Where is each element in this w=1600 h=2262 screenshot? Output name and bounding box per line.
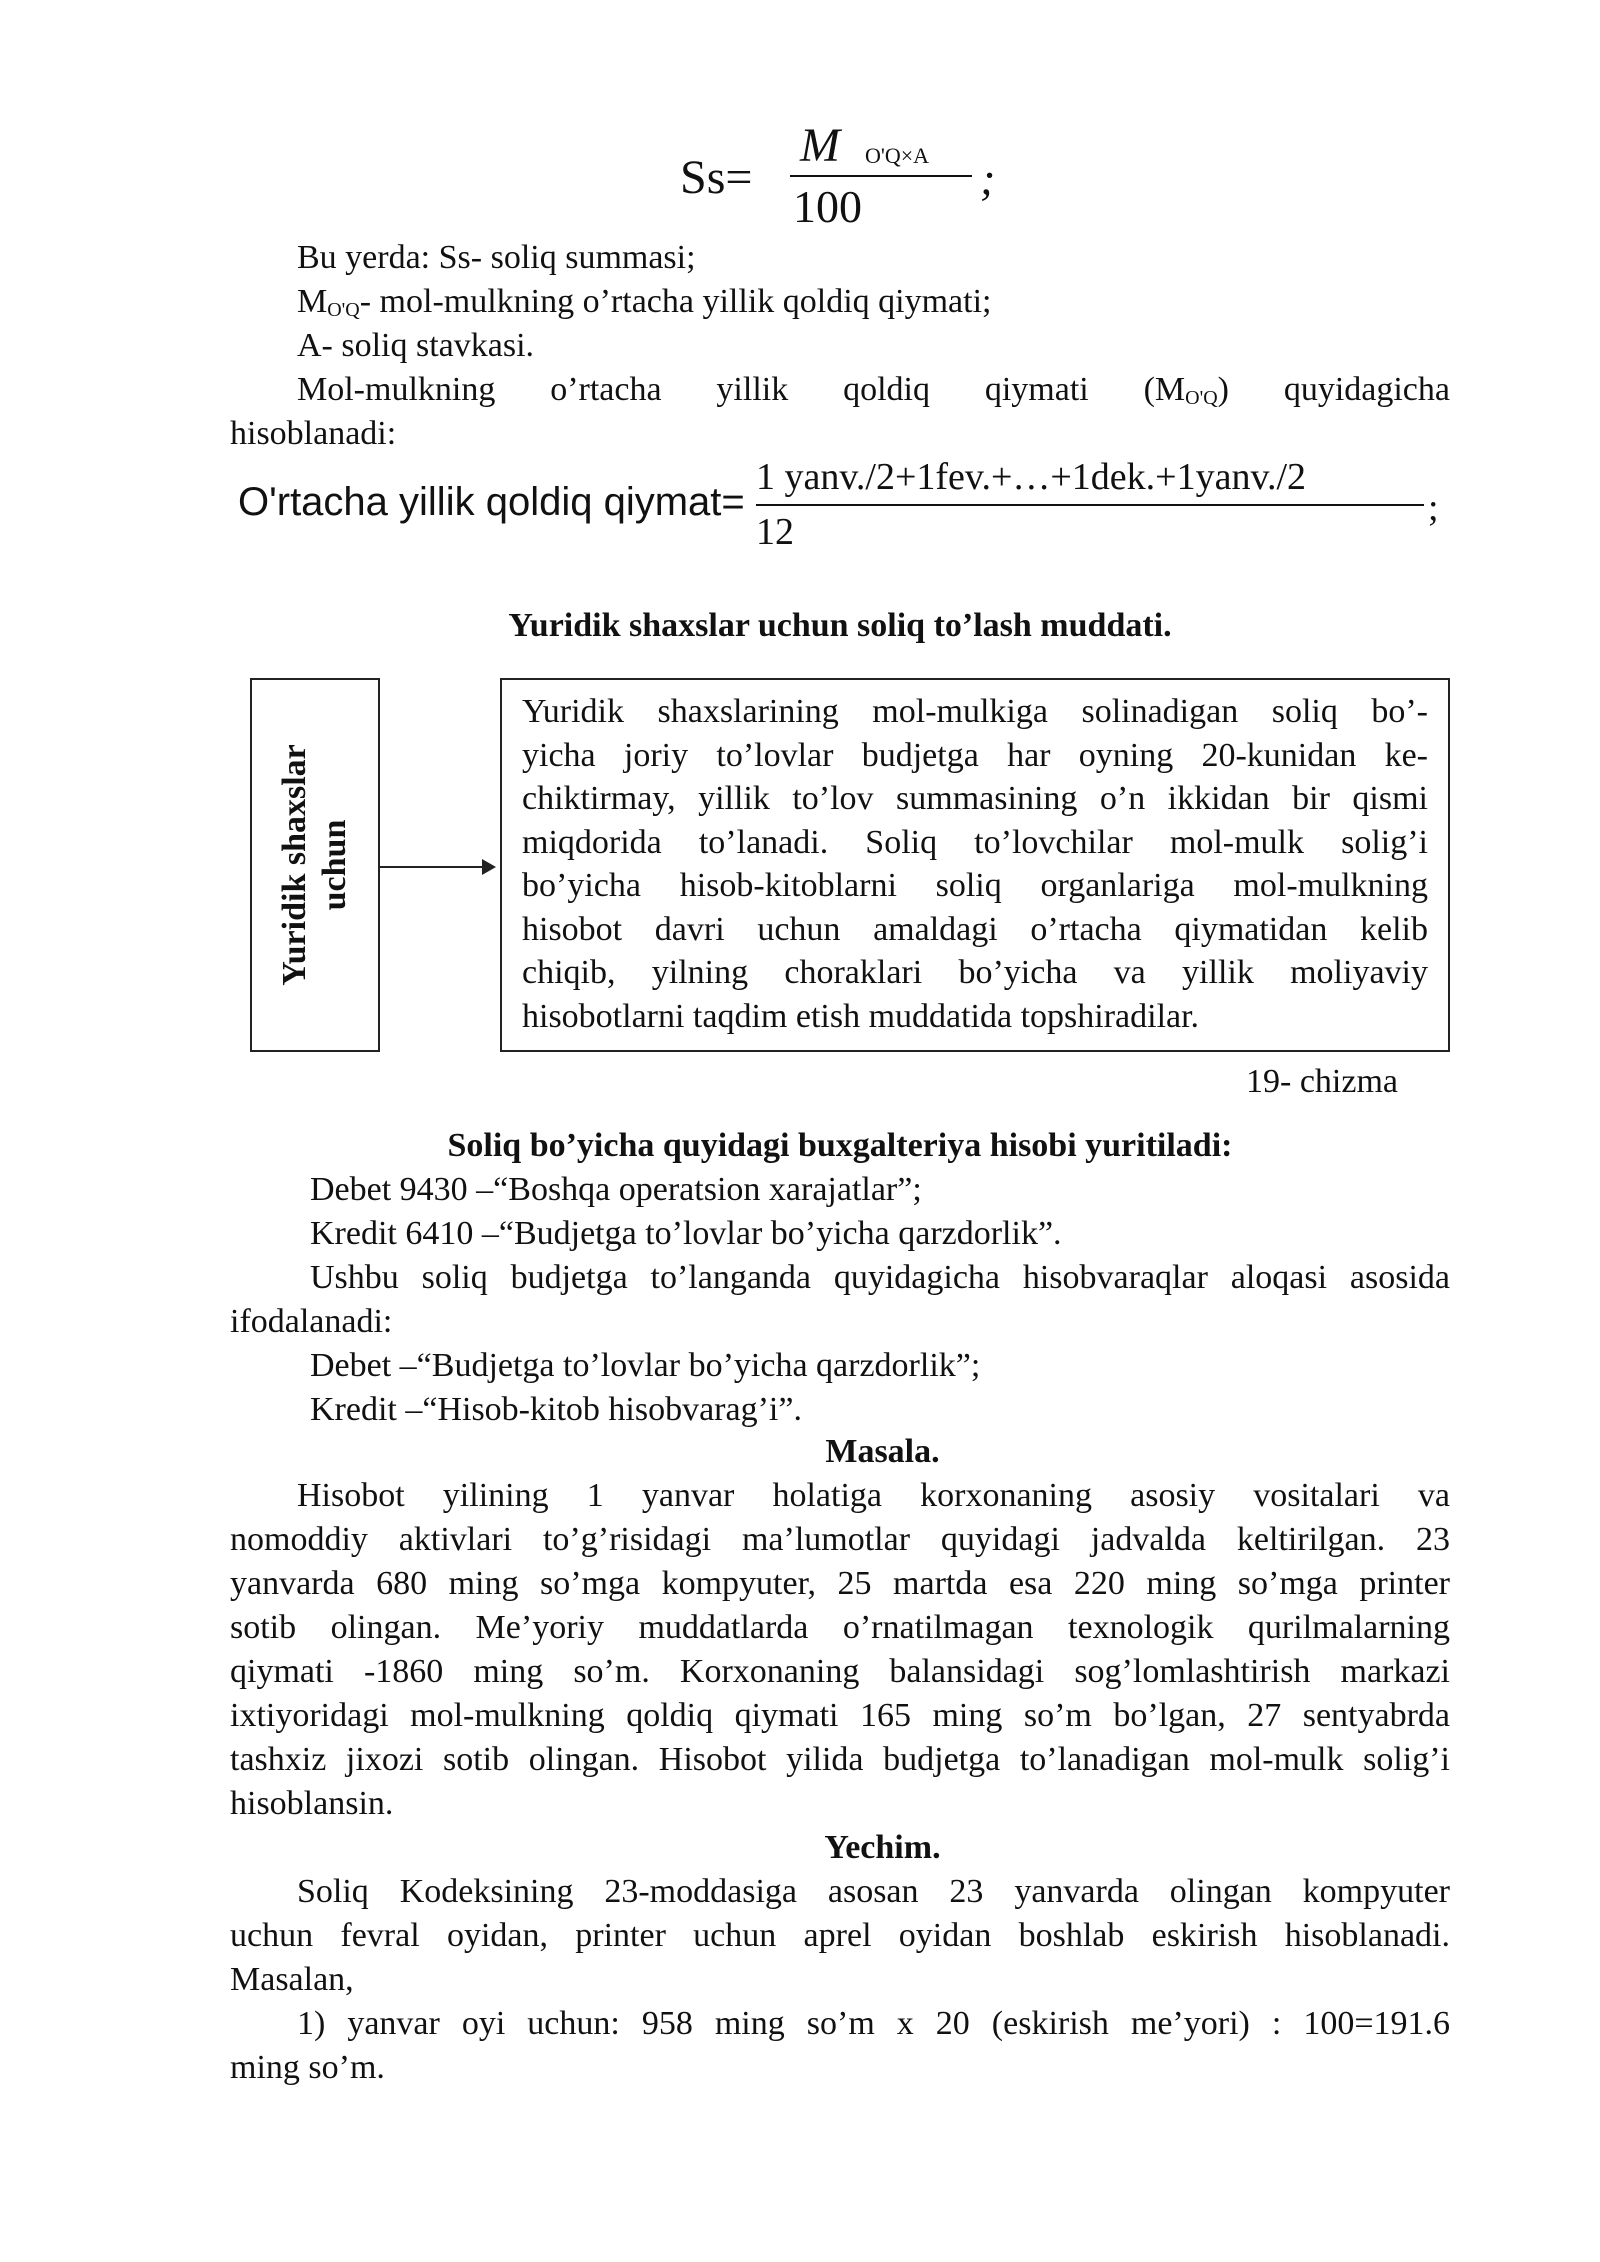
problem-line: hisoblansin. (230, 1785, 394, 1822)
formula-2-end: ; (1428, 487, 1439, 529)
intro-text-post: ) quyidagicha (1217, 371, 1450, 408)
definition-ss: Bu yerda: Ss- soliq summasi; (297, 239, 696, 276)
diagram-side-label-line-2: uchun (316, 819, 353, 911)
m-subscript: O'Q (327, 299, 360, 321)
diagram-arrow-line (378, 866, 488, 868)
diagram-text-box (500, 678, 1450, 1052)
entry-credit-6410: Kredit 6410 –“Budjetga to’lovlar bo’yicha qarzdorlik”. (310, 1215, 1062, 1252)
diagram-text-line: hisobotlarni taqdim etish muddatida topshiradilar. (522, 997, 1200, 1035)
problem-line: yanvarda 680 ming so’mga kompyuter, 25 martda esa 220 ming so’mga printer (230, 1565, 1450, 1602)
solution-title: Yechim. (824, 1829, 941, 1866)
entry-credit: Kredit –“Hisob-kitob hisobvarag’i”. (310, 1391, 802, 1428)
formula-1-numerator-subscript: O'Q×A (865, 143, 930, 168)
transfer-paragraph-line-2: ifodalanadi: (230, 1303, 393, 1340)
transfer-paragraph-line-1: Ushbu soliq budjetga to’langanda quyidagicha hisobvaraqlar aloqasi asosida (310, 1259, 1450, 1296)
diagram-text-line: yicha joriy to’lovlar budjetga har oyning 20-kunidan ke- (522, 736, 1428, 774)
intro-paragraph-line-1 (297, 368, 1450, 420)
m-symbol: M (297, 283, 328, 320)
diagram-caption: 19- chizma (1246, 1063, 1398, 1100)
diagram-text-line: hisobot davri uchun amaldagi o’rtacha qiymatidan kelib (522, 910, 1428, 948)
formula-2-lhs: O'rtacha yillik qoldiq qiymat= (238, 480, 745, 524)
entry-debit-9430: Debet 9430 –“Boshqa operatsion xarajatlar”; (310, 1171, 922, 1208)
formula-2-numerator: 1 yanv./2+1fev.+…+1dek.+1yanv./2 (756, 456, 1307, 498)
diagram-text-line: chiktirmay, yillik to’lov summasining o’n ikkidan bir qismi (522, 780, 1428, 817)
diagram-text-line: Yuridik shaxslarining mol-mulkiga solinadigan soliq bo’- (522, 693, 1428, 730)
problem-title: Masala. (825, 1433, 940, 1470)
problem-line: Hisobot yilining 1 yanvar holatiga korxonaning asosiy vositalari va (297, 1477, 1450, 1514)
entry-debit: Debet –“Budjetga to’lovlar bo’yicha qarzdorlik”; (310, 1347, 981, 1384)
definition-a: A- soliq stavkasi. (297, 327, 535, 364)
problem-line: ixtiyoridagi mol-mulkning qoldiq qiymati 165 ming so’m bo’lgan, 27 sentyabrda (230, 1697, 1450, 1734)
diagram-side-label (275, 744, 355, 986)
calc-line: 1) yanvar oyi uchun: 958 ming so’m x 20 (eskirish me’yori) : 100=191.6 (297, 2005, 1450, 2042)
formula-1-end: ; (980, 153, 996, 204)
problem-line: tashxiz jixozi sotib olingan. Hisobot yilida budjetga to’lanadigan mol-mulk solig’i (230, 1741, 1450, 1778)
formula-1-numerator: M (800, 119, 840, 172)
diagram-side-box (250, 678, 380, 1052)
formula-2-fraction-bar (756, 504, 1424, 506)
formula-1-lhs: Ss= (680, 151, 753, 204)
solution-line: Masalan, (230, 1961, 354, 1998)
problem-line: sotib olingan. Me’yoriy muddatlarda o’rnatilmagan texnologik qurilmalarning (230, 1609, 1450, 1646)
problem-line: nomoddiy aktivlari to’g’risidagi ma’lumotlar quyidagi jadvalda keltirilgan. 23 (230, 1521, 1450, 1558)
diagram-text-line: bo’yicha hisob-kitoblarni soliq organlariga mol-mulkning (522, 867, 1428, 904)
formula-1-fraction-bar (790, 175, 972, 177)
arrow-right-icon (482, 859, 496, 875)
diagram-text-line: chiqib, yilning choraklari bo’yicha va yillik moliyaviy (522, 954, 1428, 991)
diagram-text-line: miqdorida to’lanadi. Soliq to’lovchilar mol-mulk solig’i (522, 823, 1428, 861)
section-title-payment-deadline: Yuridik shaxslar uchun soliq to’lash muddati. (508, 607, 1172, 644)
formula-2-denominator: 12 (756, 511, 794, 553)
intro-m-subscript: O'Q (1185, 387, 1218, 409)
solution-line: uchun fevral oyidan, printer uchun aprel oyidan boshlab eskirish hisoblanadi. (230, 1917, 1450, 1954)
intro-paragraph-line-2: hisoblanadi: (230, 415, 397, 452)
problem-line: qiymati -1860 ming so’m. Korxonaning balansidagi sog’lomlashtirish markazi (230, 1653, 1450, 1690)
solution-line: Soliq Kodeksining 23-moddasiga asosan 23 yanvarda olingan kompyuter (297, 1873, 1450, 1910)
definition-moq-text: - mol-mulkning o’rtacha yillik qoldiq qiymati; (359, 283, 992, 320)
diagram-side-label-line-1: Yuridik shaxslar (276, 744, 313, 986)
calc-line: ming so’m. (230, 2049, 385, 2086)
formula-1-denominator: 100 (793, 181, 862, 232)
intro-text-pre: Mol-mulkning o’rtacha yillik qoldiq qiymati (M (297, 371, 1186, 408)
section-title-accounting: Soliq bo’yicha quyidagi buxgalteriya hisobi yuritiladi: (447, 1127, 1233, 1164)
